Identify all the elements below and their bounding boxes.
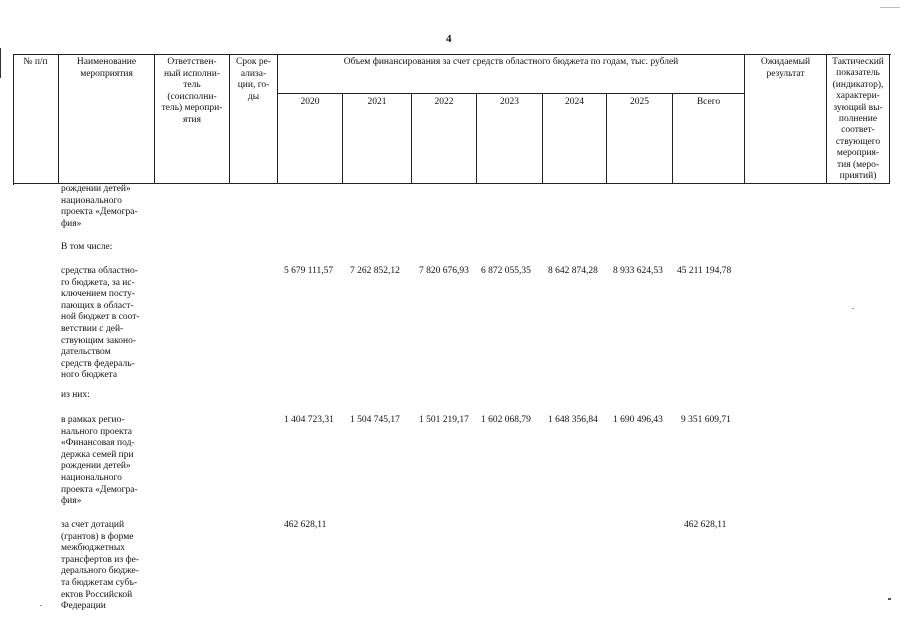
header-year-2024: 2024	[543, 94, 607, 184]
value-total: 9 351 609,71	[681, 415, 731, 425]
row-name: из них:	[61, 390, 90, 400]
value-2020: 462 628,11	[284, 520, 327, 530]
left-margin-mark	[0, 48, 1, 78]
value-2025: 8 933 624,53	[613, 266, 663, 276]
value-2022: 1 501 219,17	[419, 415, 469, 425]
header-executor: Ответствен- ный исполни- тель (соисполни- тель) меропри- ятия	[155, 54, 230, 184]
row-name: за счет дотаций (грантов) в форме межбюджетных трансфертов из фе- дерального бюдже- та бюджетам субъ- ектов Российской Федерации	[61, 520, 140, 612]
header-term: Срок ре- ализа- ции, го- ды	[230, 54, 278, 184]
value-2021: 7 262 852,12	[350, 266, 400, 276]
row-name: рождении детей» национального проекта «Демогра- фия»	[61, 184, 138, 229]
value-total: 45 211 194,78	[677, 266, 732, 276]
value-2024: 1 648 356,84	[548, 415, 598, 425]
header-funding: Объем финансирования за счет средств областного бюджета по годам, тыс. рублей	[278, 54, 745, 94]
value-2021: 1 504 745,17	[350, 415, 400, 425]
header-no: № п/п	[13, 54, 59, 184]
value-2023: 6 872 055,35	[481, 266, 531, 276]
page-number: 4	[446, 33, 452, 45]
scan-speck	[888, 598, 891, 600]
row-name: средства областно- го бюджета, за ис- ключением посту- пающих в област- ной бюджет в соот- ветствии с дей- ствующим законо- дательством средств федераль- ного бюджета	[61, 266, 140, 381]
row-name: в рамках регио- нального проекта «Финансовая под- держка семей при рождении детей» национального проекта «Демогра- фия»	[61, 415, 138, 507]
scan-speck	[852, 308, 854, 309]
value-2024: 8 642 874,28	[548, 266, 598, 276]
value-2023: 1 602 068,79	[481, 415, 531, 425]
value-total: 462 628,11	[684, 520, 727, 530]
header-year-2021: 2021	[343, 94, 412, 184]
header-year-2022: 2022	[412, 94, 477, 184]
header-result: Ожидаемый результат	[745, 54, 827, 184]
header-year-2025: 2025	[607, 94, 673, 184]
scan-speck	[40, 605, 42, 606]
value-2025: 1 690 496,43	[613, 415, 663, 425]
header-year-2023: 2023	[477, 94, 543, 184]
header-total: Всего	[673, 94, 745, 184]
row-name: В том числе:	[61, 242, 113, 252]
value-2022: 7 820 676,93	[419, 266, 469, 276]
value-2020: 5 679 111,57	[284, 266, 334, 276]
header-name: Наименование мероприятия	[59, 54, 155, 184]
header-year-2020: 2020	[278, 94, 343, 184]
scan-speck	[880, 7, 900, 8]
header-indicator: Тактический показатель (индикатор), характери- зующий вы- полнение соответ- ствующего мероприя- тия (меро- приятий)	[827, 54, 890, 184]
value-2020: 1 404 723,31	[284, 415, 334, 425]
